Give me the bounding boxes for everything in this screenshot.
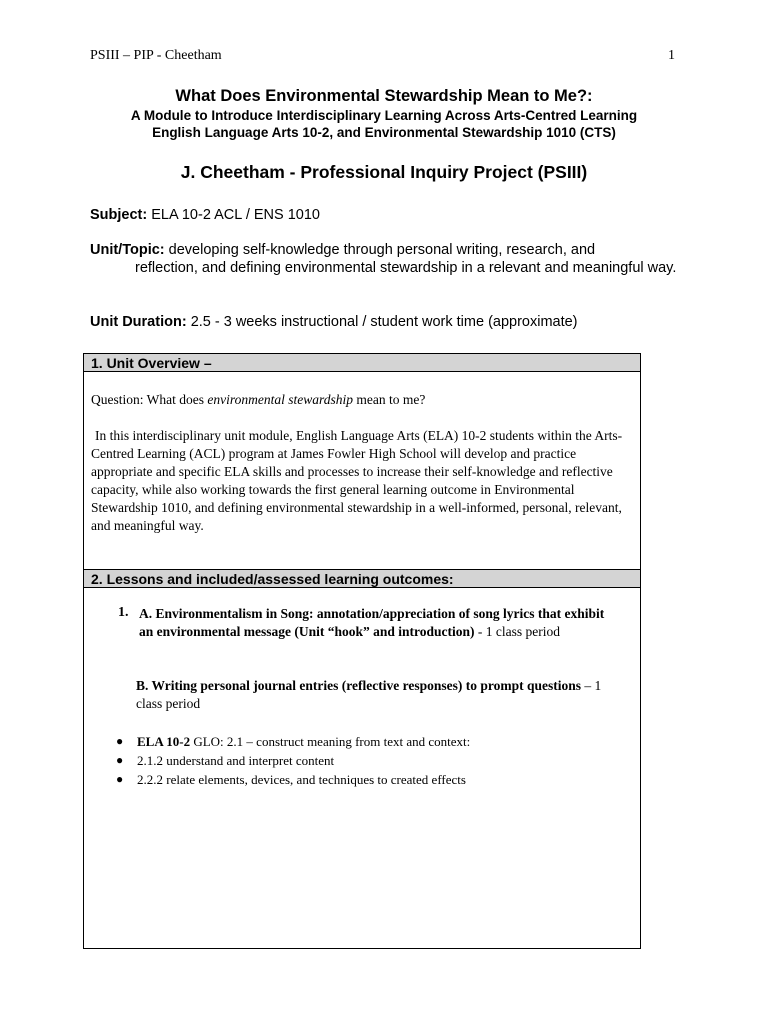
unit-duration-value: 2.5 - 3 weeks instructional / student work time (approximate) (190, 314, 578, 330)
unit-overview-heading: 1. Unit Overview – (84, 354, 640, 372)
unit-topic-value-rest: reflection, and defining environmental stewardship in a relevant and meaningful way. (135, 260, 677, 276)
lesson-a (139, 605, 609, 641)
page-number: 1 (668, 48, 675, 63)
list-item (116, 751, 616, 770)
lessons-heading: 2. Lessons and included/assessed learning outcomes: (84, 569, 640, 588)
document-title: What Does Environmental Stewardship Mean to Me?: (175, 87, 593, 105)
bullet-icon: ● (116, 753, 124, 767)
question-emphasis: environmental stewardship (207, 392, 353, 407)
unit-duration-field (90, 313, 680, 331)
unit-topic-value-line1: developing self-knowledge through personal writing, research, and (168, 242, 596, 258)
document-subtitle-line2: English Language Arts 10-2, and Environmental Stewardship 1010 (CTS) (152, 125, 616, 140)
overview-paragraph: In this interdisciplinary unit module, English Language Arts (ELA) 10-2 students within the Arts-Centred Learning (ACL) program at James Fowler High School will develop and practice appropriate and specific ELA skills and processes to increase their self-knowledge and reflective capacity, while also working towards the first general learning outcome in Environmental Stewardship 1010, and defining environmental stewardship in a well-informed, personal, relevant, and meaningful way. (91, 428, 623, 533)
outcome-text: GLO: 2.1 – construct meaning from text and context: (190, 734, 471, 749)
outcome-text: 2.1.2 understand and interpret content (137, 753, 335, 768)
lesson-b (136, 677, 606, 713)
list-item (116, 732, 616, 751)
unit-topic-label: Unit/Topic: (90, 242, 165, 258)
document-subtitle-line1: A Module to Introduce Interdisciplinary Learning Across Arts-Centred Learning (130, 108, 638, 123)
lesson-b-duration: – 1 class period (136, 678, 602, 711)
question-suffix: mean to me? (352, 392, 426, 407)
unit-topic-field (90, 241, 680, 277)
lesson-a-title: A. Environmentalism in Song: annotation/appreciation of song lyrics that exhibit an environmental message (Unit “hook” and introduction) (139, 606, 605, 639)
bullet-icon: ● (116, 772, 124, 786)
outcome-course: ELA 10-2 (137, 734, 191, 749)
overview-question (91, 391, 636, 409)
subject-value: ELA 10-2 ACL / ENS 1010 (151, 207, 320, 223)
outcome-list (116, 732, 616, 789)
list-item (116, 770, 616, 789)
outcome-text: 2.2.2 relate elements, devices, and techniques to created effects (137, 772, 466, 787)
subject-label: Subject: (90, 207, 148, 223)
bullet-icon: ● (116, 734, 124, 748)
unit-table (83, 353, 641, 949)
subject-field (90, 206, 680, 224)
question-prefix: Question: What does (91, 392, 208, 407)
lesson-b-title: B. Writing personal journal entries (reflective responses) to prompt questions (136, 678, 581, 693)
lesson-a-duration: - 1 class period (474, 624, 561, 639)
unit-duration-label: Unit Duration: (90, 314, 187, 330)
project-title: J. Cheetham - Professional Inquiry Project (PSIII) (180, 162, 588, 182)
running-header: PSIII – PIP - Cheetham (90, 48, 222, 63)
lesson-number: 1. (118, 605, 129, 620)
